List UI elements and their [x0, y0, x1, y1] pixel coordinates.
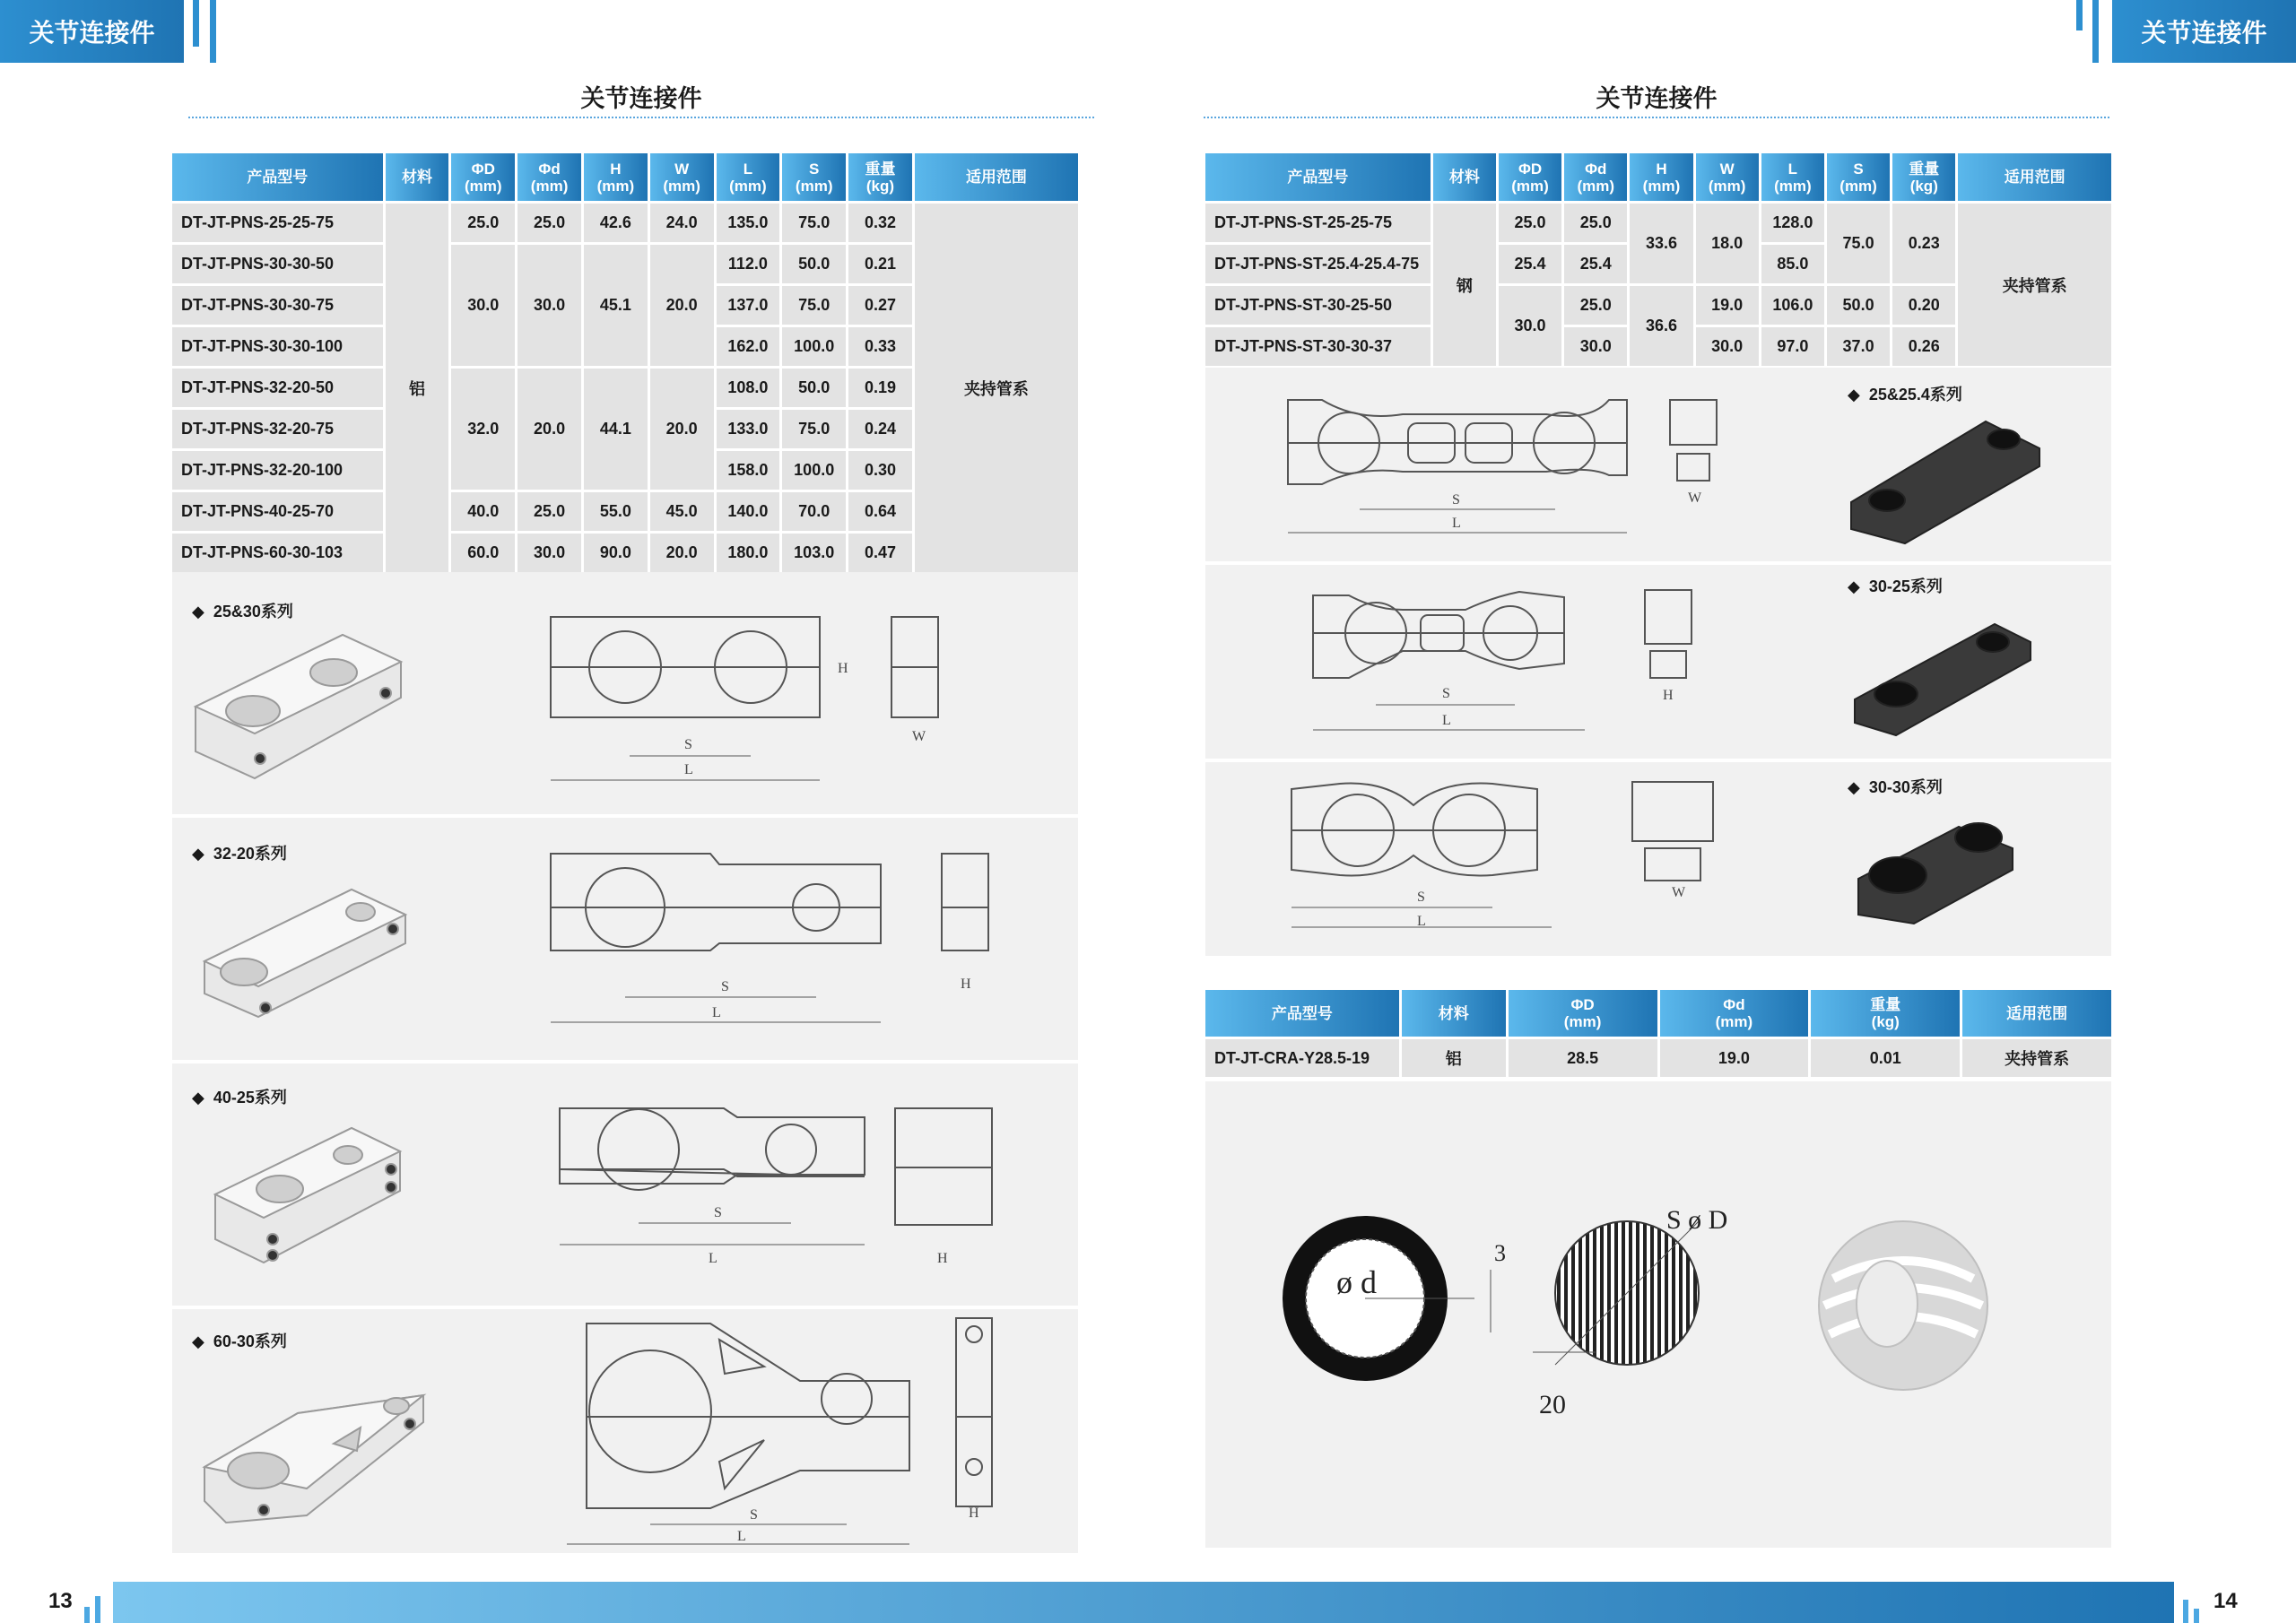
model-cell: DT-JT-PNS-ST-30-25-50: [1205, 286, 1431, 325]
cell: 夹持管系: [1962, 1039, 2111, 1077]
cell: 0.64: [848, 492, 912, 531]
col-header: 重量 (kg): [1811, 990, 1960, 1037]
cell: 158.0: [717, 451, 780, 490]
col-header: 适用范围: [1958, 153, 2111, 201]
cell: 25.4: [1499, 245, 1561, 283]
col-header: 材料: [1402, 990, 1506, 1037]
cell: 45.0: [650, 492, 714, 531]
front-view: [551, 854, 988, 1022]
cell: 0.47: [848, 534, 912, 572]
series-name: 40-25系列: [213, 1089, 287, 1107]
cell: 33.6: [1630, 204, 1692, 283]
cell: 25.0: [1564, 204, 1627, 242]
series-name: 32-20系列: [213, 845, 287, 863]
dim-label: H: [937, 1251, 948, 1266]
series-label: ◆ 60-30系列: [192, 1332, 287, 1350]
dim-label: S: [684, 737, 692, 752]
cell: 135.0: [717, 204, 780, 242]
model-cell: DT-JT-PNS-60-30-103: [172, 534, 383, 572]
cell: 112.0: [717, 245, 780, 283]
model-cell: DT-JT-PNS-30-30-50: [172, 245, 383, 283]
model-cell: DT-JT-PNS-32-20-100: [172, 451, 383, 490]
col-header: H (mm): [1630, 153, 1692, 201]
cell: 0.27: [848, 286, 912, 325]
model-cell: DT-JT-CRA-Y28.5-19: [1205, 1039, 1399, 1077]
cell: 45.1: [584, 245, 648, 366]
model-cell: DT-JT-PNS-30-30-100: [172, 327, 383, 366]
cell: 133.0: [717, 410, 780, 448]
right-spec-table: [1203, 151, 2114, 369]
dim-label: H: [1663, 688, 1674, 703]
cell: 70.0: [782, 492, 846, 531]
cell: 75.0: [782, 204, 846, 242]
drawing-panel-30-30: [1205, 762, 2111, 956]
dim-label: S: [1442, 686, 1450, 701]
col-header: 重量 (kg): [1892, 153, 1955, 201]
cell: 108.0: [717, 369, 780, 407]
cell: 40.0: [451, 492, 515, 531]
header-tab-left: 关节连接件: [0, 0, 184, 63]
model-cell: DT-JT-PNS-40-25-70: [172, 492, 383, 531]
cell: 0.19: [848, 369, 912, 407]
cell: 0.30: [848, 451, 912, 490]
dim-label: W: [1672, 885, 1686, 900]
cell: 30.0: [1696, 327, 1759, 366]
footer-tick: [84, 1607, 90, 1623]
cell: 100.0: [782, 451, 846, 490]
cell: 25.4: [1564, 245, 1627, 283]
cell: 0.21: [848, 245, 912, 283]
table-row: [172, 204, 1078, 242]
dim-label: 3: [1494, 1240, 1506, 1266]
series-name: 25&30系列: [213, 603, 293, 621]
model-cell: DT-JT-PNS-ST-25-25-75: [1205, 204, 1431, 242]
col-header: 材料: [1433, 153, 1496, 201]
col-header: W (mm): [650, 153, 714, 201]
dim-label: S: [714, 1205, 722, 1220]
cell: 0.20: [1892, 286, 1955, 325]
dim-label: H: [969, 1506, 979, 1521]
ball-section: [1533, 1205, 1727, 1419]
page-title-left: 关节连接件: [580, 85, 702, 112]
cell: 30.0: [1564, 327, 1627, 366]
col-header: Φd (mm): [1564, 153, 1627, 201]
left-spec-table: [170, 151, 1081, 575]
footer-tick: [2194, 1609, 2199, 1623]
series-label: ◆ 25&30系列: [192, 603, 293, 621]
cell: 90.0: [584, 534, 648, 572]
part-drawing: [1205, 565, 2111, 759]
iso-render: [1851, 421, 2039, 543]
cell: 60.0: [451, 534, 515, 572]
dim-label: H: [961, 976, 971, 992]
cell: 85.0: [1761, 245, 1824, 283]
series-label: ◆ 40-25系列: [192, 1089, 287, 1107]
cell: 44.1: [584, 369, 648, 490]
cell: 20.0: [650, 369, 714, 490]
ball-joint-panel: [1205, 1081, 2111, 1548]
cell: 42.6: [584, 204, 648, 242]
cell: 19.0: [1660, 1039, 1809, 1077]
material-cell: 铝: [386, 204, 449, 572]
table-row: [1205, 1039, 2111, 1077]
cell: 25.0: [517, 492, 581, 531]
series-label: ◆ 30-25系列: [1848, 577, 1943, 595]
cell: 30.0: [451, 245, 515, 366]
page-number-left: 13: [48, 1589, 73, 1613]
front-view: [551, 617, 938, 780]
iso-render: [196, 635, 401, 778]
cell: 106.0: [1761, 286, 1824, 325]
dim-label: S: [721, 979, 729, 994]
cell: 75.0: [782, 286, 846, 325]
cell: 24.0: [650, 204, 714, 242]
cell: 32.0: [451, 369, 515, 490]
cell: 50.0: [782, 369, 846, 407]
cell: 30.0: [1499, 286, 1561, 366]
drawing-panel-30-25: [1205, 565, 2111, 759]
cell: 0.01: [1811, 1039, 1960, 1077]
footer-tick: [95, 1596, 100, 1623]
col-header: 材料: [386, 153, 449, 201]
cell: 50.0: [1827, 286, 1890, 325]
col-header: 产品型号: [1205, 153, 1431, 201]
cell: 36.6: [1630, 286, 1692, 366]
dim-label: L: [684, 762, 693, 777]
iso-render: [1855, 624, 2031, 735]
cell: 128.0: [1761, 204, 1824, 242]
title-divider: [1204, 117, 2109, 118]
series-name: 30-30系列: [1868, 778, 1943, 796]
part-drawing: [1205, 762, 2111, 956]
cell: 19.0: [1696, 286, 1759, 325]
cell: 0.33: [848, 327, 912, 366]
ring-section: [1283, 1216, 1506, 1381]
table-header-row: [172, 153, 1078, 201]
cell: 100.0: [782, 327, 846, 366]
page-number-right: 14: [2213, 1589, 2238, 1613]
model-cell: DT-JT-PNS-30-30-75: [172, 286, 383, 325]
drawing-panel-40-25: [172, 1063, 1078, 1306]
col-header: L (mm): [717, 153, 780, 201]
cell: 铝: [1402, 1039, 1506, 1077]
table-header-row: [1205, 990, 2111, 1037]
cell: 55.0: [584, 492, 648, 531]
col-header: W (mm): [1696, 153, 1759, 201]
dim-label: W: [912, 729, 926, 744]
ball-render: [1819, 1221, 1987, 1390]
dim-label: L: [712, 1005, 721, 1020]
col-header: 适用范围: [1962, 990, 2111, 1037]
cell: 162.0: [717, 327, 780, 366]
cell: 75.0: [782, 410, 846, 448]
dim-label: L: [709, 1251, 718, 1266]
cell: 180.0: [717, 534, 780, 572]
series-label: ◆ 32-20系列: [192, 845, 287, 863]
dim-label: W: [1688, 490, 1702, 506]
iso-render: [204, 890, 405, 1017]
col-header: 适用范围: [915, 153, 1078, 201]
cell: 75.0: [1827, 204, 1890, 283]
cell: 20.0: [517, 369, 581, 490]
col-header: Φd (mm): [1660, 990, 1809, 1037]
front-view: [1313, 590, 1692, 730]
material-cell: 钢: [1433, 204, 1496, 366]
usage-cell: 夹持管系: [915, 204, 1078, 572]
header-accent-bar: [2076, 0, 2083, 30]
cell: 25.0: [1564, 286, 1627, 325]
drawing-panel-25-30: [172, 572, 1078, 814]
header-accent-bar: [193, 0, 199, 47]
footer-bar: [113, 1582, 2174, 1623]
cell: 30.0: [517, 245, 581, 366]
dim-label: S: [750, 1507, 758, 1523]
footer-tick: [2183, 1600, 2188, 1623]
col-header: S (mm): [782, 153, 846, 201]
dim-label: L: [1417, 914, 1426, 929]
iso-render: [215, 1128, 400, 1263]
series-name: 60-30系列: [213, 1332, 287, 1350]
cell: 103.0: [782, 534, 846, 572]
cell: 18.0: [1696, 204, 1759, 283]
cell: 25.0: [517, 204, 581, 242]
col-header: 重量 (kg): [848, 153, 912, 201]
usage-cell: 夹持管系: [1958, 204, 2111, 366]
header-accent-bar: [210, 0, 216, 63]
dim-label: L: [1452, 516, 1461, 531]
cell: 0.32: [848, 204, 912, 242]
cell: 0.24: [848, 410, 912, 448]
model-cell: DT-JT-PNS-32-20-50: [172, 369, 383, 407]
cell: 30.0: [517, 534, 581, 572]
front-view: [1292, 782, 1713, 927]
dim-label: S: [1417, 890, 1425, 905]
front-view: [567, 1318, 992, 1544]
cell: 37.0: [1827, 327, 1890, 366]
drawing-panel-32-20: [172, 818, 1078, 1060]
cell: 0.23: [1892, 204, 1955, 283]
model-cell: DT-JT-PNS-25-25-75: [172, 204, 383, 242]
cell: 28.5: [1509, 1039, 1657, 1077]
cell: 25.0: [451, 204, 515, 242]
front-view: [1288, 400, 1717, 533]
col-header: ΦD (mm): [451, 153, 515, 201]
header-accent-bar: [2092, 0, 2099, 63]
series-name: 30-25系列: [1868, 577, 1943, 595]
ball-joint-drawing: [1205, 1081, 2111, 1548]
dim-label: L: [737, 1529, 746, 1544]
cell: 20.0: [650, 245, 714, 366]
front-view: [560, 1108, 992, 1245]
dim-label: L: [1442, 713, 1451, 728]
part-drawing: [172, 1063, 1078, 1306]
table-row: [1205, 204, 2111, 242]
col-header: ΦD (mm): [1499, 153, 1561, 201]
dim-label: 20: [1539, 1390, 1566, 1419]
part-drawing: [172, 572, 1078, 814]
header-tab-right: 关节连接件: [2112, 0, 2296, 63]
model-cell: DT-JT-PNS-ST-30-30-37: [1205, 327, 1431, 366]
col-header: S (mm): [1827, 153, 1890, 201]
dim-label: H: [838, 661, 848, 676]
title-divider: [188, 117, 1094, 118]
col-header: L (mm): [1761, 153, 1824, 201]
col-header: Φd (mm): [517, 153, 581, 201]
cell: 97.0: [1761, 327, 1824, 366]
iso-render: [1858, 823, 2013, 924]
cell: 50.0: [782, 245, 846, 283]
part-drawing: [1205, 368, 2111, 561]
col-header: H (mm): [584, 153, 648, 201]
model-cell: DT-JT-PNS-ST-25.4-25.4-75: [1205, 245, 1431, 283]
col-header: 产品型号: [1205, 990, 1399, 1037]
cell: 137.0: [717, 286, 780, 325]
col-header: 产品型号: [172, 153, 383, 201]
page-title-right: 关节连接件: [1596, 85, 1718, 112]
table-header-row: [1205, 153, 2111, 201]
dim-label: S: [1452, 492, 1460, 508]
cell: 0.26: [1892, 327, 1955, 366]
series-label: ◆ 30-30系列: [1848, 778, 1943, 796]
right-spec-table-2: [1203, 987, 2114, 1080]
cell: 20.0: [650, 534, 714, 572]
series-name: 25&25.4系列: [1868, 386, 1962, 404]
iso-render: [204, 1395, 423, 1523]
dim-label: S ø D: [1666, 1205, 1728, 1235]
col-header: ΦD (mm): [1509, 990, 1657, 1037]
cell: 25.0: [1499, 204, 1561, 242]
cell: 140.0: [717, 492, 780, 531]
drawing-panel-60-30: [172, 1309, 1078, 1553]
part-drawing: [172, 1309, 1078, 1553]
dim-label: ø d: [1336, 1264, 1377, 1300]
part-drawing: [172, 818, 1078, 1060]
model-cell: DT-JT-PNS-32-20-75: [172, 410, 383, 448]
series-label: ◆ 25&25.4系列: [1848, 386, 1962, 404]
drawing-panel-25-25.4: [1205, 368, 2111, 561]
